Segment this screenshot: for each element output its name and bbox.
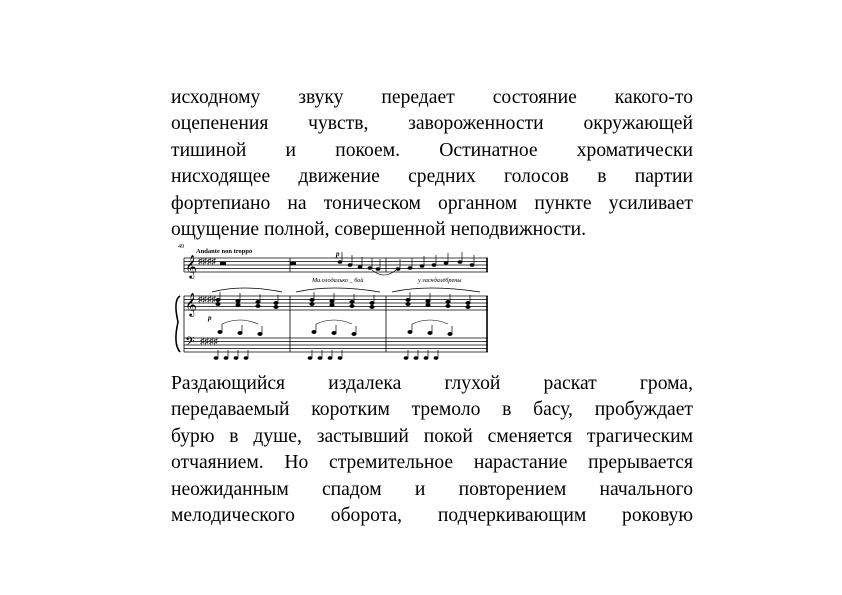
piano-brace-icon	[176, 296, 180, 352]
paragraph-2-line: бурю в душе, застывший покой сменяется трагическим	[171, 425, 693, 447]
piano-upper-chords	[212, 288, 480, 309]
rest-icon	[220, 262, 226, 265]
paragraph-2-line: отчаянием. Но стремительное нарастание прерывается	[171, 452, 693, 474]
measure-number: 49	[178, 244, 184, 250]
paragraph-2-line: неожиданным спадом и повторением начального	[171, 478, 693, 500]
paragraph-2-line: мелодического оборота, подчеркивающим роковую	[171, 505, 693, 527]
paragraph-1-line: нисходящее движение средних голосов в партии	[171, 166, 693, 188]
paragraph-2-line: передаваемый коротким тремоло в басу, пробуждает	[171, 399, 693, 421]
paragraph-1-line: тишиной и покоем. Остинатное хроматически	[171, 139, 693, 161]
key-signature-icon: ♯♯♯♯	[198, 294, 216, 304]
key-signature-icon: ♯♯♯♯	[200, 336, 218, 346]
piano-bass-staff	[184, 338, 488, 352]
key-signature-icon: ♯♯♯♯	[198, 256, 216, 266]
piano-lower-notes	[218, 324, 452, 336]
treble-clef-icon: 𝄞	[185, 256, 197, 278]
lyric-line-2: у засндалёбрены	[418, 277, 462, 284]
rest-icon	[290, 262, 296, 265]
piano-treble-staff	[184, 296, 488, 352]
score-image	[172, 240, 492, 368]
paragraph-1-line: ощущение полной, совершенной неподвижности.	[171, 219, 587, 241]
paragraph-2-line: Раздающийся издалека глухой раскат грома,	[171, 373, 693, 394]
bass-pedal-notes	[214, 350, 438, 359]
paragraph-1-line: фортепиано на тоническом органном пункте усиливает	[171, 192, 693, 214]
tempo-marking: Andante non troppo	[196, 248, 253, 255]
music-score-excerpt	[172, 240, 492, 368]
piano-dynamic: p	[208, 314, 212, 322]
treble-clef-icon: 𝄞	[185, 294, 197, 316]
slur-icon	[372, 270, 396, 275]
paragraph-1-line: оцепенения чувств, завороженности окружающей	[171, 113, 693, 135]
lyric-line-1: Ми.олодалько _ бой	[312, 277, 364, 284]
paragraph-1	[171, 85, 693, 243]
voice-staff	[184, 258, 488, 272]
paragraph-1-line: исходному звуку передает состояние какого-то	[171, 87, 693, 108]
inner-voice-arcs	[222, 320, 448, 324]
paragraph-2	[171, 371, 693, 529]
bass-clef-icon: 𝄢	[185, 336, 195, 352]
voice-dynamic: p	[336, 250, 340, 258]
